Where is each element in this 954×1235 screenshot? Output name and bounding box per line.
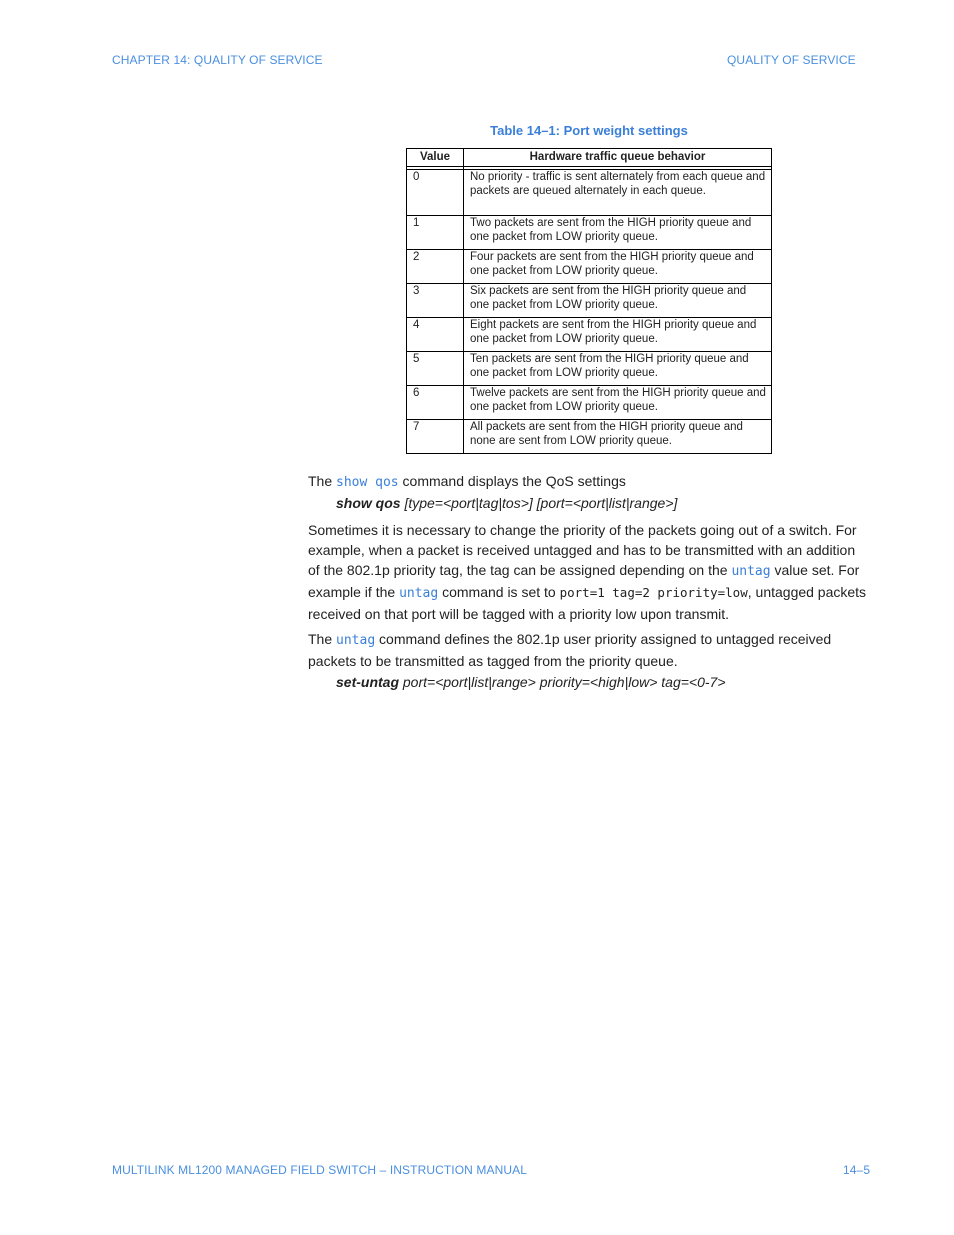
cell-behavior: Two packets are sent from the HIGH priority queue and one packet from LOW priority queue.	[464, 216, 772, 250]
table-row	[407, 420, 772, 454]
command-syntax-set-untag	[336, 674, 726, 690]
code-untag: untag	[336, 633, 376, 648]
cell-behavior: Six packets are sent from the HIGH priority queue and one packet from LOW priority queue.	[464, 284, 772, 318]
cell-value: 6	[407, 386, 464, 420]
cell-value: 0	[407, 170, 464, 216]
cell-value: 4	[407, 318, 464, 352]
cell-behavior: Ten packets are sent from the HIGH priority queue and one packet from LOW priority queue.	[464, 352, 772, 386]
cell-value: 1	[407, 216, 464, 250]
paragraph-show-qos	[308, 471, 870, 493]
table-row	[407, 284, 772, 318]
text: command is set to	[438, 584, 560, 600]
table-row	[407, 250, 772, 284]
text: command displays the QoS settings	[398, 473, 626, 489]
footer-manual-title: MULTILINK ML1200 MANAGED FIELD SWITCH – INSTRUCTION MANUAL	[112, 1163, 527, 1177]
table-header-row	[407, 149, 772, 167]
table-row	[407, 352, 772, 386]
code-untag: untag	[399, 586, 439, 601]
command-syntax-show-qos	[336, 495, 677, 511]
column-header-behavior: Hardware traffic queue behavior	[464, 149, 772, 167]
running-header-chapter: CHAPTER 14: QUALITY OF SERVICE	[112, 53, 323, 67]
cell-behavior: Twelve packets are sent from the HIGH priority queue and one packet from LOW priority queue.	[464, 386, 772, 420]
code-show-qos: show qos	[336, 475, 399, 490]
paragraph-untag	[308, 629, 870, 671]
paragraph-priority-explanation	[308, 520, 870, 624]
table-row	[407, 216, 772, 250]
table-row	[407, 386, 772, 420]
text: The	[308, 631, 337, 647]
command-args: [type=<port|tag|tos>] [port=<port|list|range>]	[400, 495, 678, 511]
table-caption: Table 14–1: Port weight settings	[490, 123, 688, 138]
text: command defines the 802.1p user priority assigned to untagged received packets to be transmitted as tagged from the priority queue.	[308, 631, 832, 669]
text: , untagged packets received on that port will be tagged with a priority low upon transmit.	[308, 584, 867, 622]
cell-value: 2	[407, 250, 464, 284]
cell-value: 7	[407, 420, 464, 454]
text: Sometimes it is necessary to change the priority of the packets going out of a switch. For example, when a packet is received untagged and has to be transmitted with an addition of the 802.1p priority tag, the tag can be assigned depending on the	[308, 522, 857, 578]
table-row	[407, 318, 772, 352]
code-example: port=1 tag=2 priority=low	[559, 585, 748, 600]
command-name: set-untag	[336, 674, 399, 690]
cell-behavior: No priority - traffic is sent alternately from each queue and packets are queued alternately in each queue.	[464, 170, 772, 216]
table-row	[407, 170, 772, 216]
command-args: port=<port|list|range> priority=<high|low> tag=<0-7>	[399, 674, 726, 690]
code-untag: untag	[731, 564, 771, 579]
port-weight-table	[406, 148, 772, 454]
cell-behavior: Four packets are sent from the HIGH priority queue and one packet from LOW priority queue.	[464, 250, 772, 284]
running-header-section: QUALITY OF SERVICE	[727, 53, 856, 67]
cell-behavior: Eight packets are sent from the HIGH priority queue and one packet from LOW priority queue.	[464, 318, 772, 352]
cell-behavior: All packets are sent from the HIGH priority queue and none are sent from LOW priority queue.	[464, 420, 772, 454]
column-header-value: Value	[407, 149, 464, 167]
text: The	[308, 473, 337, 489]
cell-value: 5	[407, 352, 464, 386]
text: value set. For example if the	[308, 562, 860, 600]
cell-value: 3	[407, 284, 464, 318]
command-name: show qos	[336, 495, 401, 511]
page-number: 14–5	[843, 1163, 871, 1177]
